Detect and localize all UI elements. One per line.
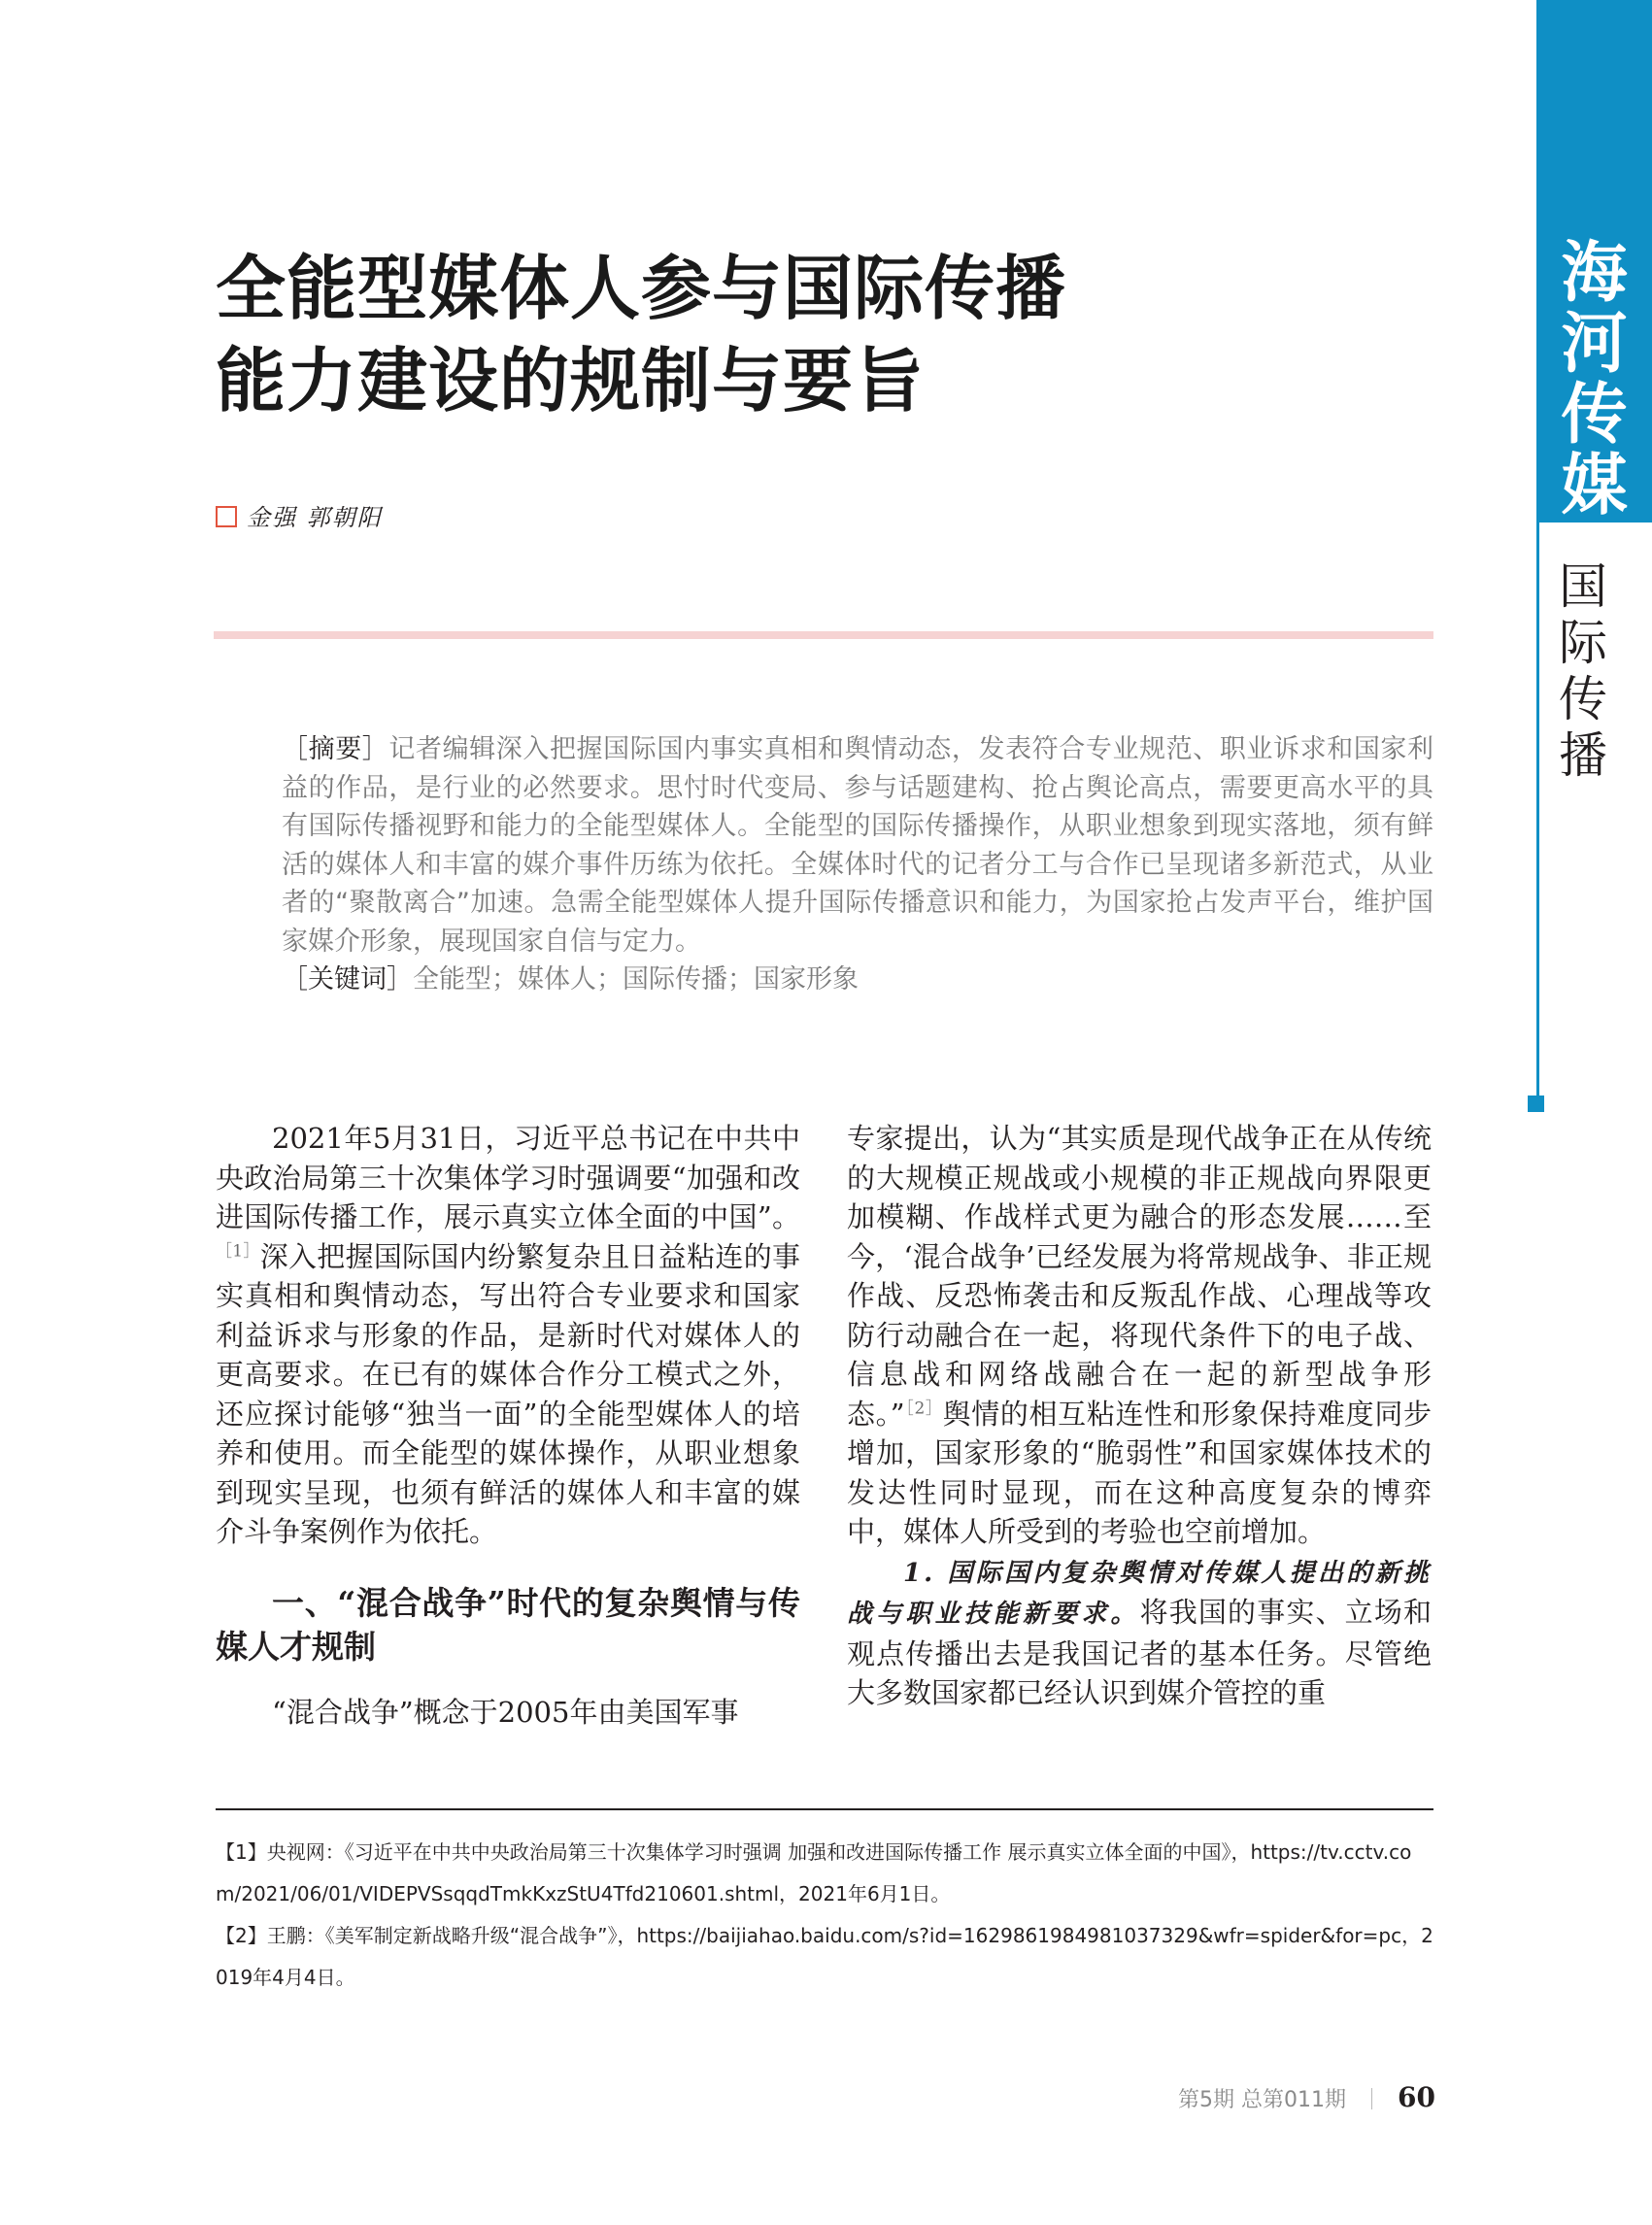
footnote-item: 【2】王鹏：《美军制定新战略升级“混合战争”》，https://baijiahao.baidu.com/s?id=1629861984981037329&wfr=spider&for=pc，2019年4月4日。: [216, 1924, 1433, 1989]
author-byline: [216, 503, 383, 532]
footnote-item: 【1】央视网：《习近平在中共中央政治局第三十次集体学习时强调 加强和改进国际传播工作 展示真实立体全面的中国》，https://tv.cctv.com/2021/06/01/VIDEPVSsqqdTmkKxzStU4Tfd210601.shtml，2021年6月1日。: [216, 1840, 1412, 1905]
keywords-paragraph: [216, 961, 1433, 999]
side-line-marker: [1528, 1096, 1544, 1112]
body-paragraph: “混合战争”概念于2005年由美国军事: [272, 1695, 739, 1729]
author-box-icon: [216, 506, 237, 527]
page-number: 60: [1398, 2081, 1435, 2113]
abstract-text: 记者编辑深入把握国际国内事实真相和舆情动态，发表符合专业规范、职业诉求和国家利益的作品，是行业的必然要求。思忖时代变局、参与话题建构、抢占舆论高点，需要更高水平的具有国际传播视野和能力的全能型媒体人。全能型的国际传播操作，从职业想象到现实落地，须有鲜活的媒体人和丰富的媒介事件历练为依托。全媒体时代的记者分工与合作已呈现诸多新范式，从业者的“聚散离合”加速。急需全能型媒体人提升国际传播意识和能力，为国家抢占发声平台，维护国家媒介形象，展现国家自信与定力。: [282, 734, 1434, 957]
page-footer: [1107, 2081, 1435, 2113]
title-line-2: 能力建设的规制与要旨: [216, 340, 926, 421]
abstract-block: [216, 730, 1433, 999]
citation-marker[interactable]: ［1］: [216, 1240, 260, 1261]
footer-separator: [1371, 2088, 1372, 2109]
keywords-text: 全能型；媒体人；国际传播；国家形象: [413, 964, 859, 995]
issue-info: 第5期 总第011期: [1178, 2088, 1347, 2112]
subsection-heading: 1. 国际国内复杂舆情对传媒人提出的新挑战与职业技能新要求。: [847, 1558, 1432, 1629]
article-title: [216, 243, 1187, 427]
title-line-1: 全能型媒体人参与国际传播: [216, 248, 1067, 329]
citation-marker[interactable]: ［2］: [904, 1398, 943, 1418]
footnotes: [216, 1832, 1433, 1999]
abstract-label: ［摘要］: [282, 734, 389, 764]
section-heading: 一、“混合战争”时代的复杂舆情与传媒人才规制: [216, 1583, 800, 1666]
body-right-column: [847, 1119, 1432, 1713]
abstract-paragraph: [216, 730, 1433, 961]
body-paragraph: 1. 国际国内复杂舆情对传媒人提出的新挑战与职业技能新要求。将我国的事实、立场和观点传播出去是我国记者的基本任务。尽管绝大多数国家都已经认识到媒介管控的重: [847, 1558, 1432, 1709]
body-paragraph: 2021年5月31日，习近平总书记在中共中央政治局第三十次集体学习时强调要“加强和改进国际传播工作，展示真实立体全面的中国”。$^{[1]}$深入把握国际国内纷繁复杂且日益粘连的事实真相和舆情动态，写出符合专业要求和国家利益诉求与形象的作品，是新时代对媒体人的更高要求。在已有的媒体合作分工模式之外，还应探讨能够“独当一面”的全能型媒体人的培养和使用。而全能型的媒体操作，从职业想象到现实呈现，也须有鲜活的媒体人和丰富的媒介斗争案例作为依托。: [216, 1122, 800, 1548]
body-left-column: [216, 1119, 800, 1732]
keywords-label: ［关键词］: [282, 964, 413, 995]
author-names: 金强 郭朝阳: [247, 504, 383, 531]
footnote-divider: [216, 1808, 1433, 1810]
title-divider: [214, 631, 1433, 639]
journal-column-title: 海 河 传 媒: [1561, 234, 1628, 524]
body-paragraph: 专家提出，认为“其实质是现代战争正在从传统的大规模正规战或小规模的非正规战向界限更加模糊、作战样式更为融合的形态发展……至今，‘混合战争’已经发展为将常规战争、非正规作战、反恐怖袭击和反叛乱作战、心理战等攻防行动融合在一起，将现代条件下的电子战、信息战和网络战融合在一起的新型战争形态。”$^{[2]}$舆情的相互粘连性和形象保持难度同步增加，国家形象的“脆弱性”和国家媒体技术的发达性同时显现，而在这种高度复杂的博弈中，媒体人所受到的考验也空前增加。: [847, 1122, 1432, 1548]
side-vertical-line: [1536, 523, 1539, 1100]
section-label: 国 际 传 播: [1559, 558, 1607, 784]
